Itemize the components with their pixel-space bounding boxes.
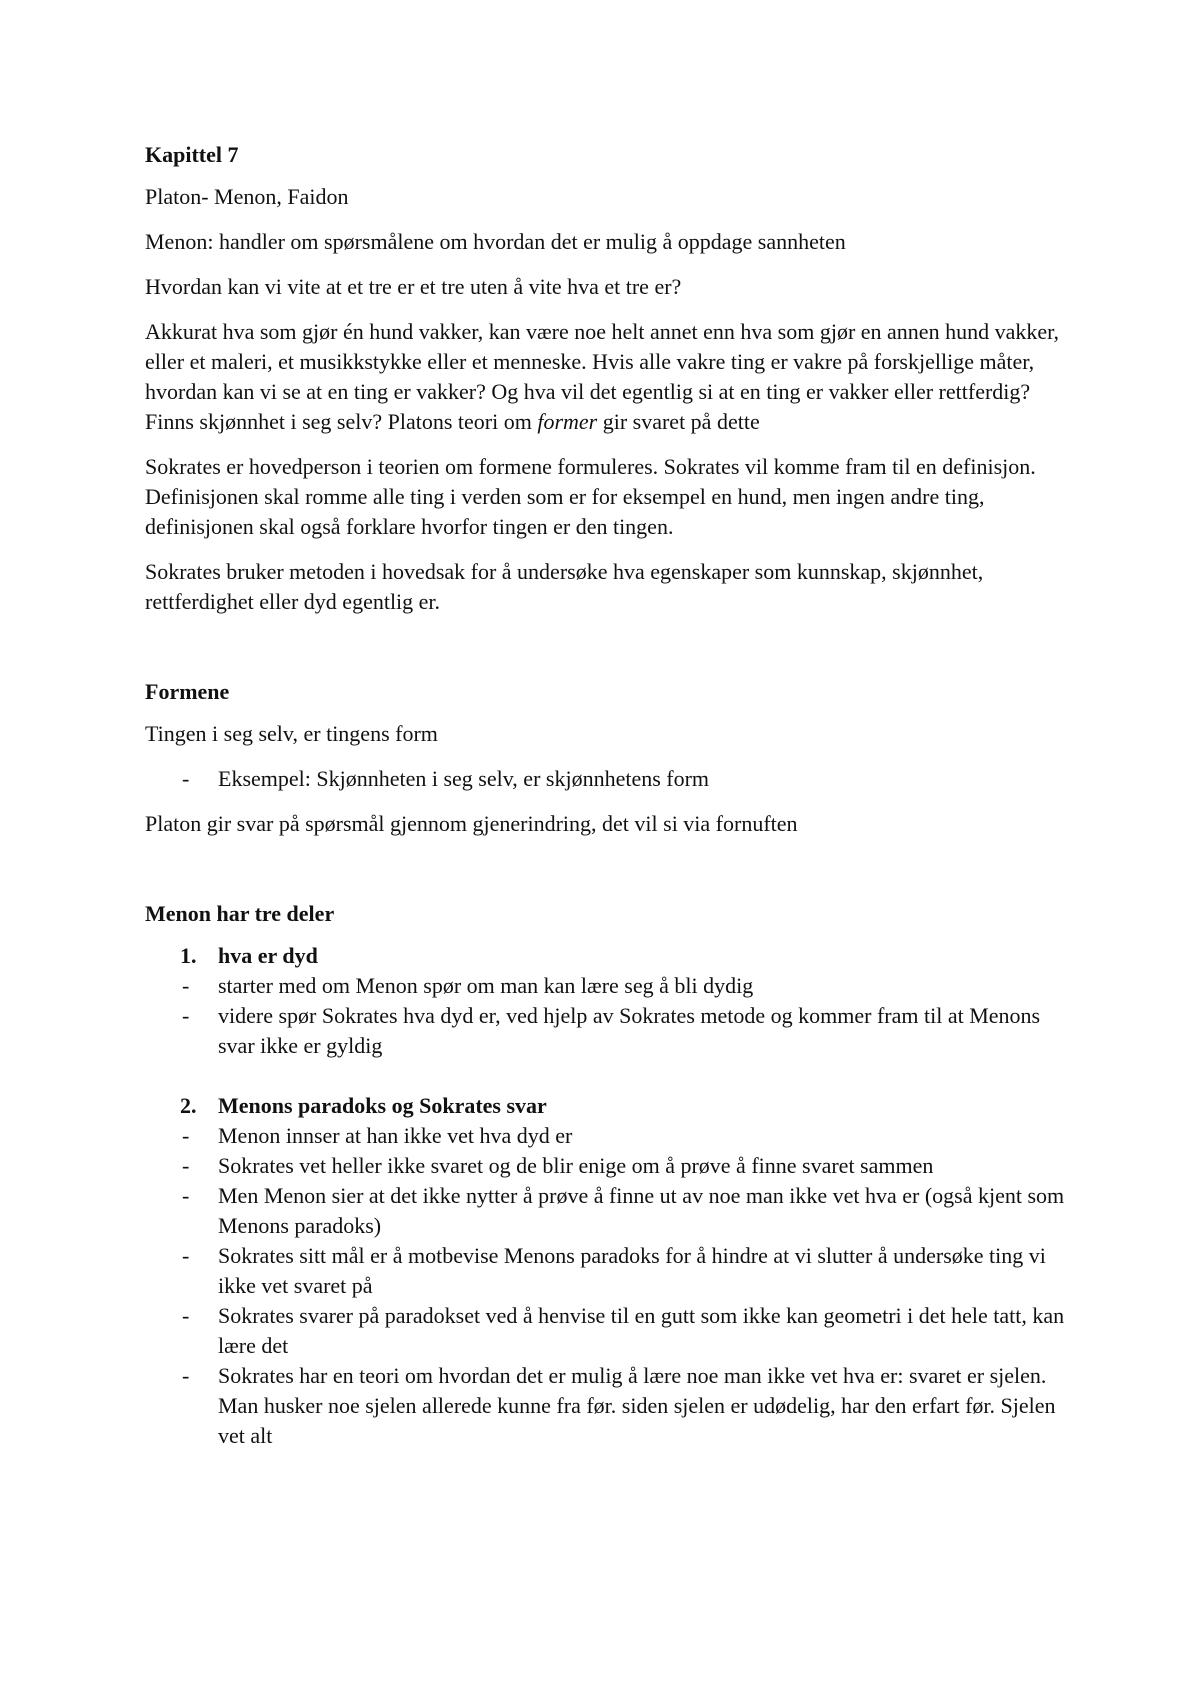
- intro-paragraph-1: Menon: handler om spørsmålene om hvordan det er mulig å oppdage sannheten: [145, 229, 846, 254]
- list-item-text: Menon innser at han ikke vet hva dyd er: [218, 1123, 573, 1148]
- part-number: 1.: [180, 943, 197, 968]
- subtitle: Platon- Menon, Faidon: [145, 184, 349, 209]
- section-spacer: [145, 632, 1075, 677]
- list-item: [145, 1181, 1075, 1241]
- formene-bullet-list: [145, 764, 1075, 794]
- part-title: Menons paradoks og Sokrates svar: [218, 1093, 547, 1118]
- dash-marker: -: [182, 1183, 190, 1208]
- list-item: [145, 1001, 1075, 1061]
- list-item: [145, 764, 1075, 794]
- dash-marker: -: [182, 1363, 190, 1388]
- part-heading: [145, 1091, 1075, 1121]
- dash-marker: -: [182, 1123, 190, 1148]
- menon-part-2: [145, 1091, 1075, 1451]
- part-heading: [145, 941, 1075, 971]
- intro-paragraph-3: [145, 317, 1075, 437]
- part-bullet-list: [145, 971, 1075, 1061]
- list-item-text: Sokrates svarer på paradokset ved å henvise til en gutt som ikke kan geometri i det hele tatt, kan lære det: [218, 1303, 1065, 1358]
- list-item-text: Men Menon sier at det ikke nytter å prøve å finne ut av noe man ikke vet hva er (også kjent som Menons paradoks): [218, 1183, 1065, 1238]
- document-page: [145, 140, 1075, 1481]
- list-item-text: Sokrates vet heller ikke svaret og de blir enige om å prøve å finne svaret sammen: [218, 1153, 934, 1178]
- list-item-text: Sokrates har en teori om hvordan det er mulig å lære noe man ikke vet hva er: svaret er sjelen. Man husker noe sjelen allerede kunne fra før. siden sjelen er udødelig, har den erfart før. Sjelen vet alt: [218, 1363, 1056, 1448]
- intro-paragraph-3-text-b: gir svaret på dette: [597, 409, 760, 434]
- section-heading-formene: Formene: [145, 679, 230, 704]
- list-item: [145, 1151, 1075, 1181]
- list-item-text: Eksempel: Skjønnheten i seg selv, er skjønnhetens form: [218, 766, 710, 791]
- dash-marker: -: [182, 1303, 190, 1328]
- dash-marker: -: [182, 973, 190, 998]
- list-item-text: videre spør Sokrates hva dyd er, ved hjelp av Sokrates metode og kommer fram til at Menons svar ikke er gyldig: [218, 1003, 1041, 1058]
- list-item: [145, 971, 1075, 1001]
- list-item: [145, 1301, 1075, 1361]
- part-number: 2.: [180, 1093, 197, 1118]
- list-item-text: starter med om Menon spør om man kan lære seg å bli dydig: [218, 973, 754, 998]
- formene-paragraph-1: Tingen i seg selv, er tingens form: [145, 721, 438, 746]
- dash-marker: -: [182, 1003, 190, 1028]
- part-title: hva er dyd: [218, 943, 318, 968]
- dash-marker: -: [182, 1153, 190, 1178]
- intro-paragraph-3-italic: former: [537, 409, 598, 434]
- section-heading-menon: Menon har tre deler: [145, 901, 335, 926]
- list-item: [145, 1241, 1075, 1301]
- intro-paragraph-3-text-a: Akkurat hva som gjør én hund vakker, kan være noe helt annet enn hva som gjør en annen hund vakker, eller et maleri, et musikkstykke eller et menneske. Hvis alle vakre ting er vakre på forskjellige måter, hvordan kan vi se at en ting er vakker? Og hva vil det egentlig si at en ting er vakker eller rettferdig? Finns skjønnhet i seg selv? Platons teori om: [145, 319, 1060, 434]
- list-item-text: Sokrates sitt mål er å motbevise Menons paradoks for å hindre at vi slutter å undersøke ting vi ikke vet svaret på: [218, 1243, 1046, 1298]
- menon-part-1: [145, 941, 1075, 1061]
- intro-paragraph-5: Sokrates bruker metoden i hovedsak for å undersøke hva egenskaper som kunnskap, skjønnhet, rettferdighet eller dyd egentlig er.: [145, 559, 984, 614]
- section-spacer: [145, 854, 1075, 899]
- dash-marker: -: [182, 766, 190, 791]
- intro-paragraph-4: Sokrates er hovedperson i teorien om formene formuleres. Sokrates vil komme fram til en definisjon. Definisjonen skal romme alle ting i verden som er for eksempel en hund, men ingen andre ting, definisjonen skal også forklare hvorfor tingen er den tingen.: [145, 454, 1036, 539]
- list-item: [145, 1361, 1075, 1451]
- list-item: [145, 1121, 1075, 1151]
- part-bullet-list: [145, 1121, 1075, 1451]
- dash-marker: -: [182, 1243, 190, 1268]
- chapter-title: Kapittel 7: [145, 142, 239, 167]
- intro-paragraph-2: Hvordan kan vi vite at et tre er et tre uten å vite hva et tre er?: [145, 274, 682, 299]
- formene-paragraph-2: Platon gir svar på spørsmål gjennom gjenerindring, det vil si via fornuften: [145, 811, 798, 836]
